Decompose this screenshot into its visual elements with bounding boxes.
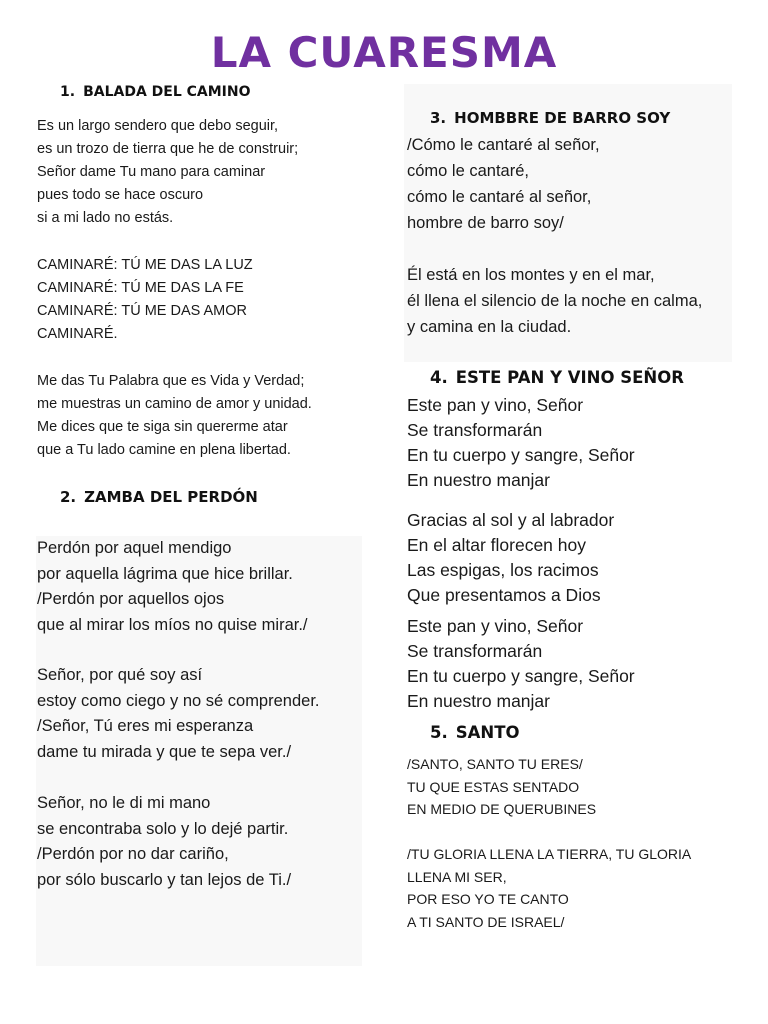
lyric-line: me muestras un camino de amor y unidad. [37,396,312,412]
lyric-line: Gracias al sol y al labrador [407,510,615,530]
lyric-line: pues todo se hace oscuro [37,187,204,203]
song-1-heading [60,84,251,100]
lyric-line: Este pan y vino, Señor [407,616,584,636]
song-2-stanza-2 [37,663,319,765]
lyric-line: /Señor, Tú eres mi esperanza [37,717,254,735]
song-3-stanza-1 [407,132,600,236]
lyric-line: TU QUE ESTAS SENTADO [407,778,580,795]
lyric-line: Perdón por aquel mendigo [37,539,232,557]
song-5-heading [430,723,520,742]
song-4-stanza-2 [407,508,614,608]
song-1-stanza-2 [37,254,253,346]
lyric-line: CAMINARÉ: TÚ ME DAS LA FE [37,280,244,296]
song-3-number: 3. [430,109,447,127]
lyric-line: cómo le cantaré al señor, [407,188,592,206]
lyric-line: Se transformarán [407,420,543,440]
lyric-line: /SANTO, SANTO TU ERES/ [407,756,583,772]
lyric-line: Él está en los montes y en el mar, [407,266,655,284]
song-3-heading [430,109,670,127]
lyric-line: CAMINARÉ: TÚ ME DAS LA LUZ [37,257,253,273]
song-2-stanza-3 [37,791,291,893]
lyric-line: /Perdón por no dar cariño, [37,845,229,863]
lyric-line: Las espigas, los racimos [407,560,599,580]
lyric-line: /Perdón por aquellos ojos [37,590,225,608]
song-3-title: HOMBBRE DE BARRO SOY [454,109,671,127]
song-2-number: 2. [60,488,77,506]
lyric-line: En nuestro manjar [407,470,550,490]
lyric-line: es un trozo de tierra que he de construir; [37,141,299,157]
lyric-line: En tu cuerpo y sangre, Señor [407,666,635,686]
song-5-number: 5. [430,723,448,742]
lyric-line: Señor dame Tu mano para caminar [37,164,266,180]
lyric-line: CAMINARÉ. [37,326,118,342]
song-4-stanza-1 [407,393,635,493]
lyric-line: si a mi lado no estás. [37,210,174,226]
lyric-line: A TI SANTO DE ISRAEL/ [407,913,565,930]
lyric-line: Señor, por qué soy así [37,666,203,684]
lyric-line: Me dices que te siga sin quererme atar [37,419,288,435]
lyric-line: se encontraba solo y lo dejé partir. [37,819,289,838]
lyric-line: por aquella lágrima que hice brillar. [37,564,293,583]
lyric-line: por sólo buscarlo y tan lejos de Ti./ [37,870,292,889]
lyric-line: En el altar florecen hoy [407,535,586,555]
lyric-line: Que presentamos a Dios [407,585,601,605]
lyric-line: EN MEDIO DE QUERUBINES [407,801,597,817]
lyric-line: dame tu mirada y que te sepa ver./ [37,742,292,761]
song-5-stanza-2 [407,843,691,933]
song-4-title: ESTE PAN Y VINO SEÑOR [455,368,684,387]
song-2-stanza-1 [37,536,308,638]
lyric-line: /Cómo le cantaré al señor, [407,136,600,154]
lyric-line: POR ESO YO TE CANTO [407,891,569,907]
lyric-line: Me das Tu Palabra que es Vida y Verdad; [37,373,305,389]
song-4-stanza-3 [407,614,635,714]
lyric-line: él llena el silencio de la noche en calma, [407,292,703,310]
song-5-title: SANTO [455,723,520,742]
lyric-line: hombre de barro soy/ [407,214,564,232]
lyric-line: estoy como ciego y no sé comprender. [37,691,320,710]
song-1-stanza-1 [37,115,298,230]
song-3-stanza-2 [407,262,702,340]
lyric-line: LLENA MI SER, [407,868,507,885]
lyric-line: Es un largo sendero que debo seguir, [37,118,279,134]
lyric-line: En tu cuerpo y sangre, Señor [407,445,635,465]
song-1-stanza-3 [37,370,312,462]
song-1-number: 1. [60,84,76,100]
lyric-line: y camina en la ciudad. [407,318,572,336]
lyric-line: Señor, no le di mi mano [37,794,211,812]
page-title: LA CUARESMA [210,28,558,77]
lyric-line: Se transformarán [407,641,543,661]
lyric-line: que al mirar los míos no quise mirar./ [37,615,308,634]
song-4-number: 4. [430,368,448,387]
lyric-line: cómo le cantaré, [407,162,529,180]
song-5-stanza-1 [407,753,596,821]
song-1-title: BALADA DEL CAMINO [83,84,251,100]
lyric-line: que a Tu lado camine en plena libertad. [37,442,291,458]
lyric-line: En nuestro manjar [407,691,550,711]
song-2-title: ZAMBA DEL PERDÓN [84,488,258,506]
lyric-line: Este pan y vino, Señor [407,395,584,415]
lyric-line: CAMINARÉ: TÚ ME DAS AMOR [37,303,248,319]
song-4-heading [430,368,684,387]
lyric-line: /TU GLORIA LLENA LA TIERRA, TU GLORIA [407,846,692,862]
song-2-heading [60,488,258,506]
